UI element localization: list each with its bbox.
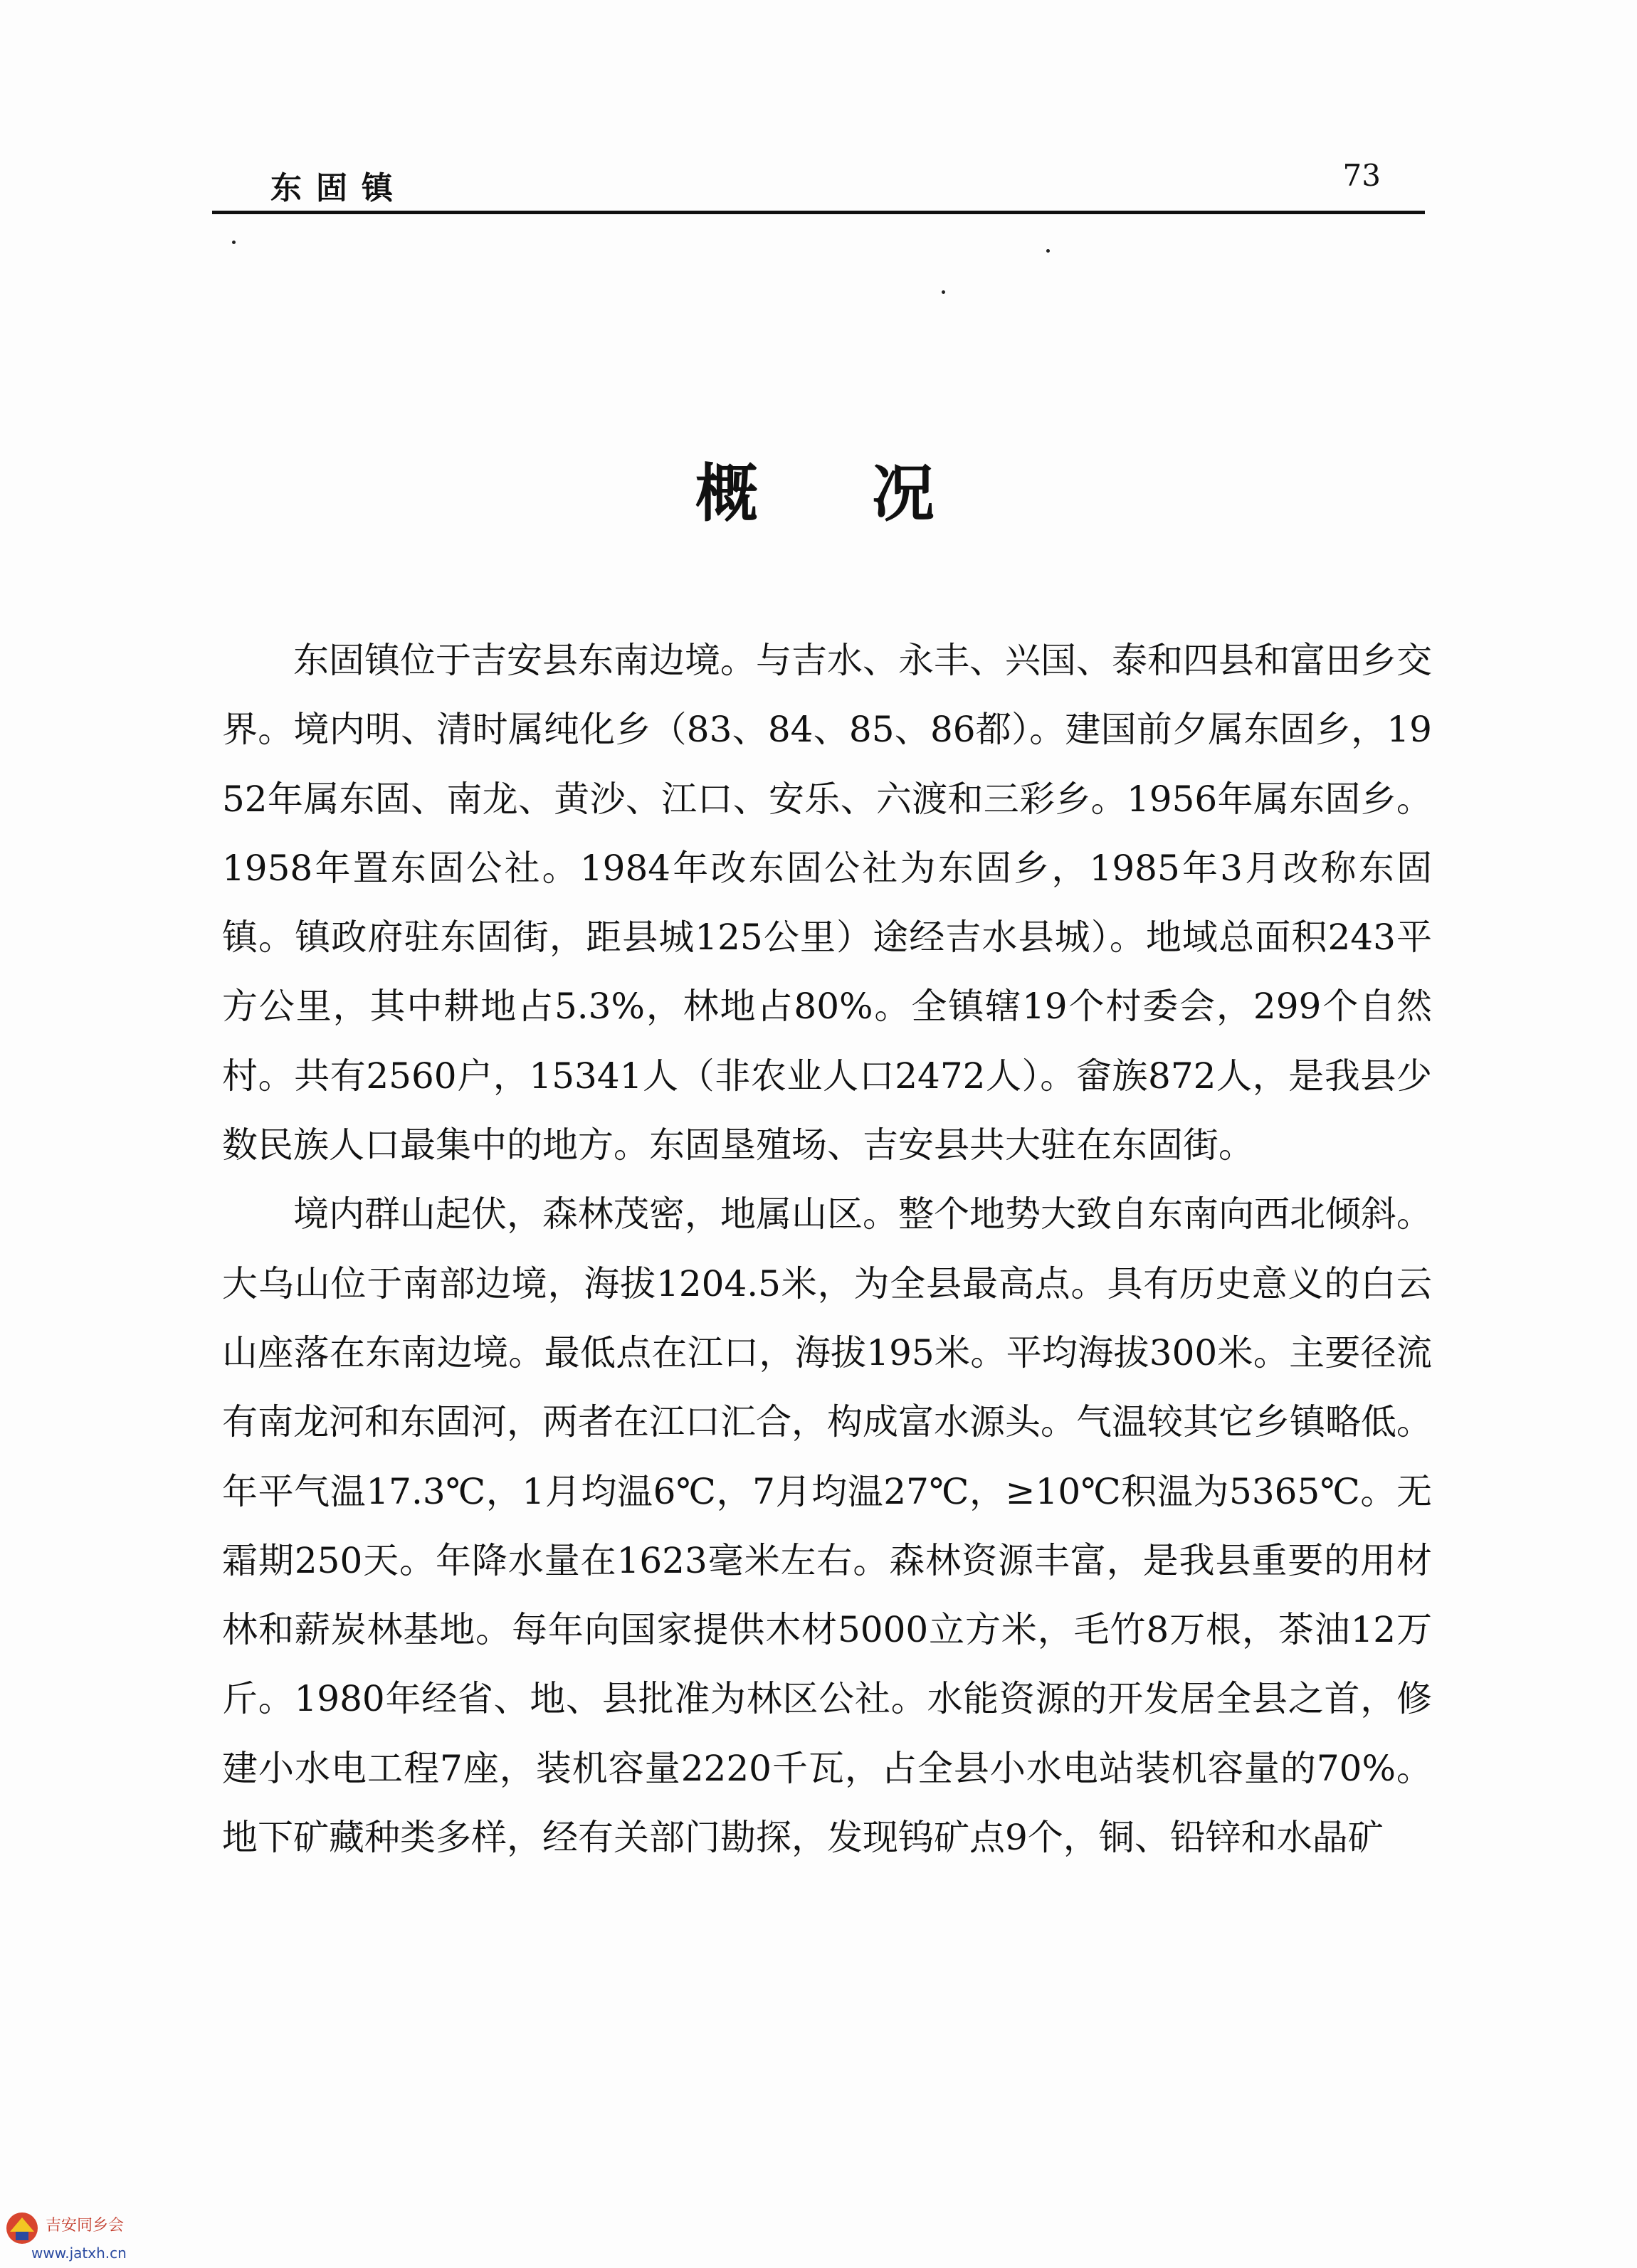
running-header <box>214 158 1423 206</box>
paragraph: 境内群山起伏，森林茂密，地属山区。整个地势大致自东南向西北倾斜。大乌山位于南部边境，海拔1204.5米，为全县最高点。具有历史意义的白云山座落在东南边境。最低点在江口，海拔195米。平均海拔300米。主要径流有南龙河和东固河，两者在江口汇合，构成富水源头。气温较其它乡镇略低。年平气温17.3℃，1月均温6℃，7月均温27℃，≥10℃积温为5365℃。无霜期250天。年降水量在1623毫米左右。森林资源丰富，是我县重要的用材林和薪炭林基地。每年向国家提供木材5000立方米，毛竹8万根，茶油12万斤。1980年经省、地、县批准为林区公社。水能资源的开发居全县之首，修建小水电工程7座，装机容量2220千瓦，占全县小水电站装机容量的70%。地下矿藏种类多样，经有关部门勘探，发现钨矿点9个，铜、铅锌和水晶矿 <box>222 1193 1432 1859</box>
watermark-url: www.jatxh.cn <box>31 2245 127 2262</box>
paragraph: 东固镇位于吉安县东南边境。与吉水、永丰、兴国、泰和四县和富田乡交界。境内明、清时属纯化乡（83、84、85、86都）。建国前夕属东固乡，1952年属东固、南龙、黄沙、江口、安乐、六渡和三彩乡。1956年属东固乡。1958年置东固公社。1984年改东固公社为东固乡，1985年3月改称东固镇。镇政府驻东固街，距县城125公里）途经吉水县城）。地域总面积243平方公里，其中耕地占5.3%，林地占80%。全镇辖19个村委会，299个自然村。共有2560户，15341人（非农业人口2472人）。畲族872人，是我县少数民族人口最集中的地方。东固垦殖场、吉安县共大驻在东固街。 <box>222 640 1432 1166</box>
header-rule <box>212 211 1425 214</box>
section-name: 东固镇 <box>270 170 407 206</box>
page-title: 概况 <box>695 455 1048 530</box>
site-watermark <box>4 2210 175 2264</box>
body-text <box>222 626 1432 1872</box>
scan-speck <box>232 241 236 244</box>
page-number: 73 <box>1342 158 1381 193</box>
scan-speck <box>1046 249 1050 253</box>
watermark-name: 吉安同乡会 <box>46 2217 125 2235</box>
scan-speck <box>942 290 945 294</box>
site-logo-icon <box>4 2210 40 2246</box>
